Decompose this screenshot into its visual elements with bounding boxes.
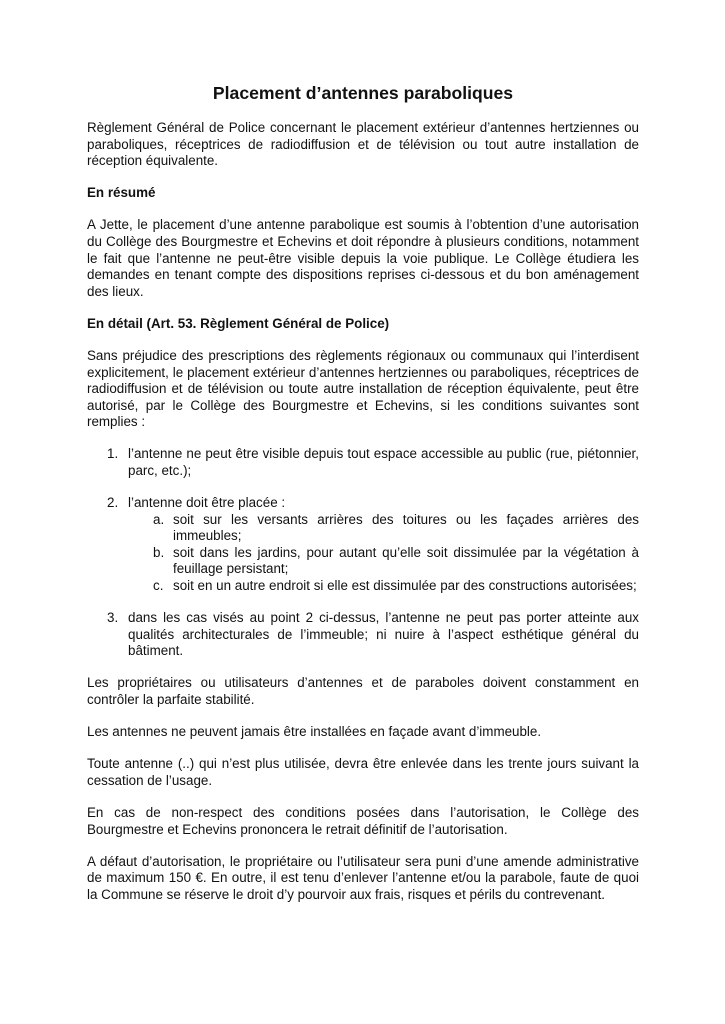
condition-text: dans les cas visés au point 2 ci-dessus, l’antenne ne peut pas porter atteinte aux qualités architecturales de l’immeuble; ni nuire à l’aspect esthétique général du bâtiment.	[128, 610, 639, 659]
condition-number: 3.	[107, 610, 119, 626]
document-page	[87, 82, 639, 919]
condition-text: l’antenne doit être placée :	[128, 495, 286, 511]
placement-option-item	[153, 511, 639, 545]
withdrawal-paragraph: En cas de non-respect des conditions posées dans l’autorisation, le Collège des Bourgmestre et Echevins prononcera le retrait définitif de l’autorisation.	[87, 804, 639, 837]
summary-paragraph: A Jette, le placement d’une antenne parabolique est soumis à l’obtention d’une autorisation du Collège des Bourgmestre et Echevins et doit répondre à plusieurs conditions, notamment le fait que l’antenne ne peut-être visible depuis la voie publique. Le Collège étudiera les demandes en tenant compte des dispositions reprises ci-dessous et du bon aménagement des lieux.	[87, 217, 639, 299]
option-text: soit sur les versants arrières des toitures ou les façades arrières des immeubles;	[173, 511, 639, 544]
conditions-list	[87, 446, 639, 660]
option-letter: b.	[153, 544, 165, 560]
placement-option-item	[153, 578, 639, 595]
removal-paragraph: Toute antenne (..) qui n’est plus utilisée, devra être enlevée dans les trente jours suivant la cessation de l’usage.	[87, 756, 639, 788]
front-facade-paragraph: Les antennes ne peuvent jamais être installées en façade avant d’immeuble.	[87, 724, 542, 740]
condition-number: 2.	[107, 495, 119, 511]
condition-number: 1.	[107, 446, 119, 462]
option-letter: a.	[153, 511, 165, 527]
page-title: Placement d’antennes paraboliques	[212, 83, 514, 103]
condition-text: l’antenne ne peut être visible depuis tout espace accessible au public (rue, piétonnier, parc, etc.);	[128, 446, 639, 478]
option-text: soit dans les jardins, pour autant qu’elle soit dissimulée par la végétation à feuillage persistant;	[173, 544, 639, 577]
condition-item	[107, 495, 639, 595]
penalty-paragraph: A défaut d’autorisation, le propriétaire ou l’utilisateur sera puni d’une amende administrative de maximum 150 €. En outre, il est tenu d’enlever l’antenne et/ou la parabole, faute de quoi la Commune se réserve le droit d’y pourvoir aux frais, risques et périls du contrevenant.	[87, 853, 639, 902]
summary-heading: En résumé	[87, 185, 156, 201]
option-text: soit en un autre endroit si elle est dissimulée par des constructions autorisées;	[173, 578, 637, 594]
placement-option-item	[153, 544, 639, 578]
condition-item	[107, 610, 639, 660]
intro-paragraph: Règlement Général de Police concernant le placement extérieur d’antennes hertziennes ou paraboliques, réceptrices de radiodiffusion et de télévision ou tout autre installation de réception équivalente.	[87, 120, 639, 169]
detail-heading: En détail (Art. 53. Règlement Général de Police)	[87, 315, 390, 331]
option-letter: c.	[153, 578, 164, 594]
condition-item	[107, 446, 639, 479]
placement-options-list	[128, 512, 639, 595]
stability-paragraph: Les propriétaires ou utilisateurs d’antennes et de paraboles doivent constamment en contrôler la parfaite stabilité.	[87, 675, 639, 708]
detail-lead-paragraph: Sans préjudice des prescriptions des règlements régionaux ou communaux qui l’interdisent explicitement, le placement extérieur d’antennes hertziennes ou paraboliques, réceptrices de radiodiffusion et de télévision ou toute autre installation de réception équivalente, peut être autorisé, par le Collège des Bourgmestre et Echevins, si les conditions suivantes sont remplies :	[87, 347, 639, 430]
